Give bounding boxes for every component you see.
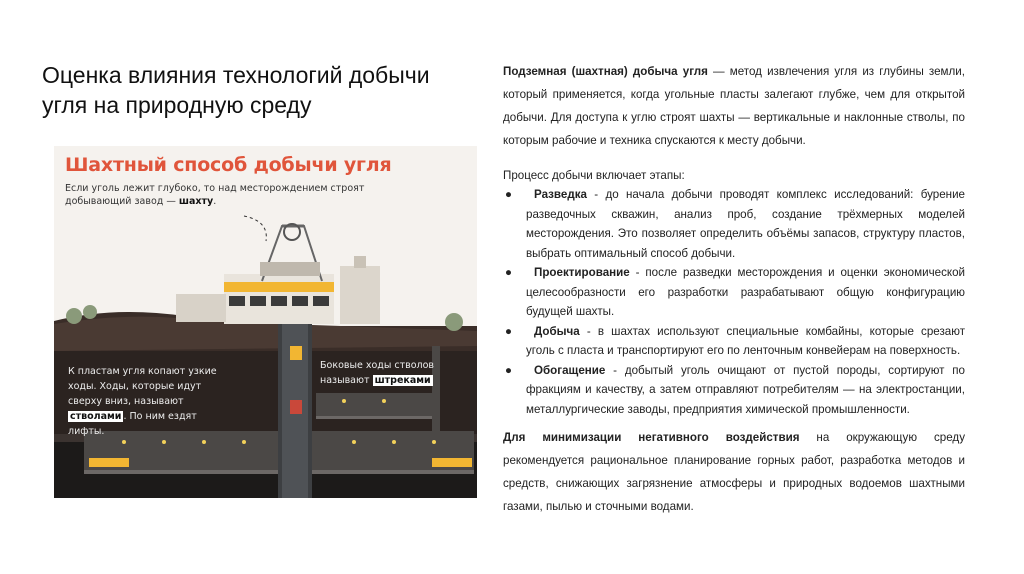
list-item: ● Разведка - до начала добычи проводят комплекс исследований: бурение разведочных скважин, анализ проб, создание трёхмерных моделей месторождения. Это позволяет определить объёмы запасов, структуру пластов, выбрать оптимальный способ добычи. xyxy=(503,185,965,263)
mine-illustration xyxy=(54,146,477,498)
bullet-icon: ● xyxy=(505,324,513,338)
stages-intro: Процесс добычи включает этапы: xyxy=(503,169,685,182)
bullet-icon: ● xyxy=(505,188,513,201)
illustration-subtitle: Если уголь лежит глубоко, то над месторождением строят добывающий завод — шахту. xyxy=(65,183,365,207)
illustration-drift-caption: Боковые ходы стволов называют штреками xyxy=(320,360,435,386)
final-paragraph: Для минимизации негативного воздействия на окружающую среду рекомендуется рациональное планирование горных работ, разработка методов и средств, снижающих загрязнение атмосферы и природных водоемов шахтными газами, пылью и сточными водами. xyxy=(503,431,965,513)
illustration-shaft-caption: К пластам угля копают узкие ходы. Ходы, которые идут сверху вниз, называют стволами . По ним ездят лифты. xyxy=(68,366,217,437)
list-item: ● Добыча - в шахтах используют специальные комбайны, которые срезают уголь с пласта и транспортируют его по ленточным конвейерам на поверхность. xyxy=(503,322,965,361)
list-item: ● Проектирование - после разведки месторождения и оценки экономической целесообразности его разработки разрабатывают общую конфигурацию будущей шахты. xyxy=(503,263,965,322)
bullet-icon: ● xyxy=(505,363,513,377)
content-text xyxy=(503,60,965,518)
intro-paragraph: Подземная (шахтная) добыча угля — метод извлечения угля из глубины земли, который применяется, когда угольные пласты залегают глубже, чем для открытой добычи. Для доступа к углю строят шахты — вертикальные и наклонные стволы, по которым рабочие и техника спускаются к месту добычи. xyxy=(503,65,965,147)
slide-title: Оценка влияния технологий добычи угля на природную среду xyxy=(42,62,430,118)
stages-list xyxy=(503,185,965,419)
list-item: ● Обогащение - добытый уголь очищают от пустой породы, сортируют по фракциям и качеству, а затем отправляют потребителям — на электростанции, металлургические заводы, предприятия химической промышленности. xyxy=(503,361,965,420)
illustration-title: Шахтный способ добычи угля xyxy=(65,154,392,176)
bullet-icon: ● xyxy=(505,266,513,279)
